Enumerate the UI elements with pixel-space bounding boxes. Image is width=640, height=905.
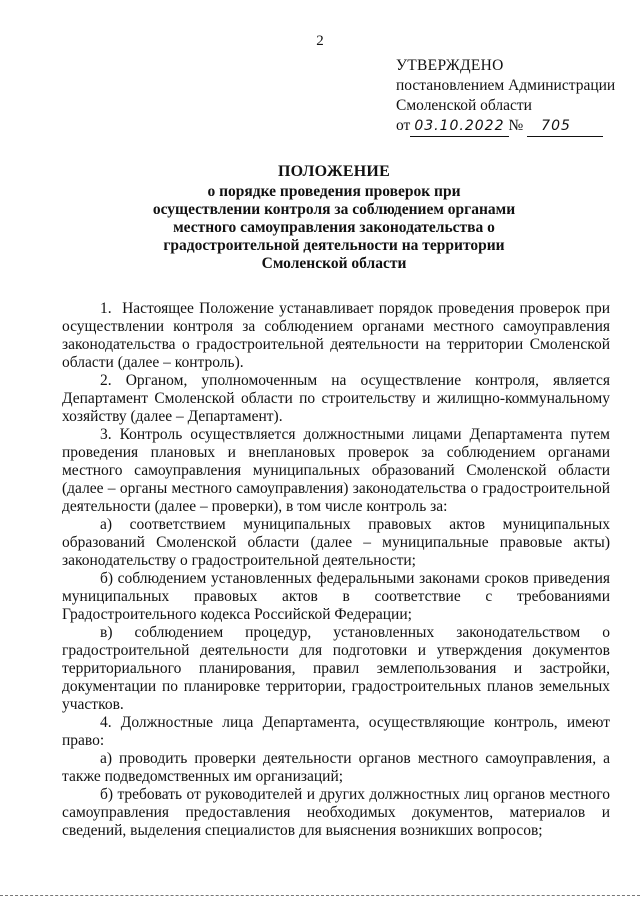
paragraph-4b: б) требовать от руководителей и других должностных лиц органов местного самоуправления предоставления необходимых документов, материалов и сведений, выделения специалистов для выяснения возникших вопросов; [62, 786, 610, 839]
approval-date-row [396, 116, 636, 137]
paragraph-2: 2. Органом, уполномоченным на осуществление контроля, является Департамент Смоленской области по строительству и жилищно-коммунальному хозяйству (далее – Департамент). [62, 372, 610, 425]
approval-heading: УТВЕРЖДЕНО [396, 57, 504, 74]
page-bottom-rule [0, 895, 640, 897]
paragraph-3a: а) соответствием муниципальных правовых актов муниципальных образований Смоленской области (далее – муниципальные правовые акты) законодательству о градостроительной деятельности; [62, 516, 610, 569]
date-prefix: от [396, 117, 411, 134]
paragraph-1: 1. Настоящее Положение устанавливает порядок проведения проверок при осуществлении контроля за соблюдением органами местного самоуправления законодательства о градостроительной деятельности на территории Смоленской области (далее – контроль). [62, 300, 610, 371]
title-line-1: о порядке проведения проверок при [207, 183, 461, 200]
paragraph-4a: а) проводить проверки деятельности органов местного самоуправления, а также подведомственных им организаций; [62, 750, 610, 785]
document-title [120, 163, 548, 273]
title-line-3: местного самоуправления законодательства о [173, 219, 495, 236]
title-line-2: осуществлении контроля за соблюдением органами [152, 201, 516, 218]
handwritten-number: 705 [527, 116, 603, 137]
paragraph-4: 4. Должностные лица Департамента, осуществляющие контроль, имеют право: [62, 714, 610, 749]
number-prefix: № [508, 117, 524, 134]
title-line-5: Смоленской области [261, 255, 407, 272]
handwritten-date: 03.10.2022 [410, 116, 508, 137]
paragraph-3: 3. Контроль осуществляется должностными лицами Департамента путем проведения плановых и внеплановых проверок за соблюдением органами местного самоуправления муниципальных образований Смоленской области (далее – органы местного самоуправления) законодательства о градостроительной деятельности (далее – проверки), в том числе контроль за: [62, 426, 610, 515]
page-number: 2 [316, 33, 324, 49]
document-body [62, 300, 610, 840]
approval-stamp [396, 56, 636, 137]
approval-line-2: Смоленской области [396, 97, 532, 114]
title-main: ПОЛОЖЕНИЕ [278, 163, 390, 180]
paragraph-3c: в) соблюдением процедур, установленных законодательством о градостроительной деятельности для подготовки и утверждения документов территориального планирования, правил землепользования и застройки, документации по планировке территории, градостроительных планов земельных участков. [62, 624, 610, 713]
paragraph-3b: б) соблюдением установленных федеральными законами сроков приведения муниципальных правовых актов в соответствие с требованиями Градостроительного кодекса Российской Федерации; [62, 570, 610, 623]
title-line-4: градостроительной деятельности на территории [163, 237, 505, 254]
approval-line-1: постановлением Администрации [396, 77, 616, 94]
